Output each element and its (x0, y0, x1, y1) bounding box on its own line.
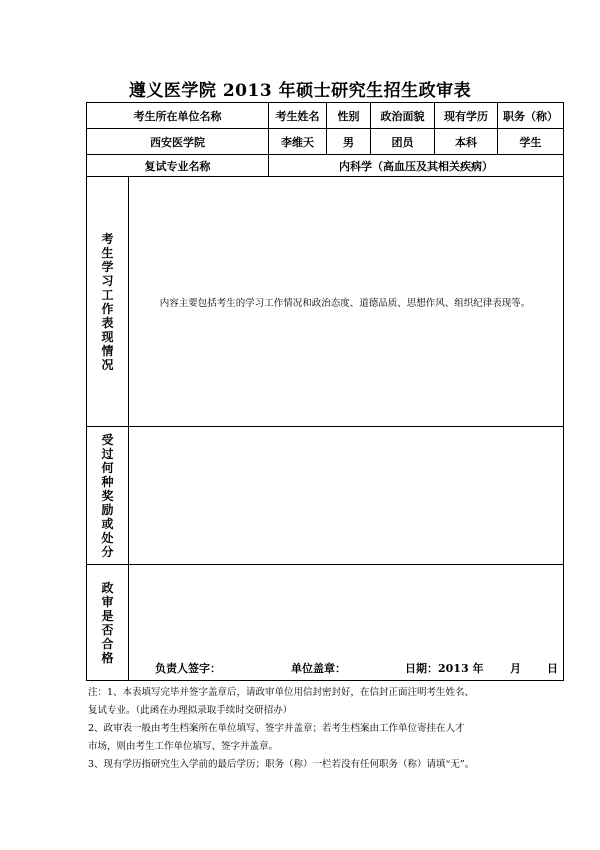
unit-value: 西安医学院 (87, 129, 269, 155)
note-line: 3、现有学历指研究生入学前的最后学历；职务（称）一栏若没有任何职务（称）请填“无”。 (88, 759, 475, 770)
review-label: 政审是否合格 (101, 580, 114, 665)
study-work-content (129, 177, 564, 427)
date-day-label: 日 (547, 662, 558, 675)
education-label: 现有学历 (435, 103, 498, 129)
note-line: 复试专业。（此函在办理拟录取手续时交研招办） (88, 705, 293, 716)
review-content (129, 565, 564, 681)
political-value: 团员 (371, 129, 435, 155)
education-value: 本科 (435, 129, 498, 155)
date-month-label: 月 (510, 662, 521, 675)
date-label: 日期：2013 年 (405, 662, 484, 675)
note-line: 2、政审表一般由考生档案所在单位填写、签字并盖章；若考生档案由工作单位寄挂在人才 (88, 723, 465, 734)
name-label: 考生姓名 (269, 103, 327, 129)
major-label: 复试专业名称 (87, 155, 269, 177)
name-value: 李维天 (269, 129, 327, 155)
major-row (87, 155, 564, 177)
study-work-label: 考生学习工作表现情况 (101, 231, 114, 372)
position-label: 职务（称） (498, 103, 564, 129)
political-label: 政治面貌 (371, 103, 435, 129)
responsible-signature-label: 负责人签字： (155, 662, 221, 675)
applicant-row (87, 129, 564, 155)
page-title: 遵义医学院 2013 年硕士研究生招生政审表 (128, 81, 472, 101)
header-row (87, 103, 564, 129)
major-value: 内科学（高血压及其相关疾病） (269, 155, 564, 177)
gender-value: 男 (327, 129, 371, 155)
unit-label: 考生所在单位名称 (87, 103, 269, 129)
footnotes (88, 684, 558, 774)
rewards-label: 受过何种奖励或处分 (101, 432, 114, 559)
rewards-label-cell (87, 427, 129, 565)
position-value: 学生 (498, 129, 564, 155)
study-work-description: 内容主要包括考生的学习工作情况和政治态度、道德品质、思想作风、组织纪律表现等。 (159, 297, 531, 309)
note-line: 注：1、本表填写完毕并签字盖章后，请政审单位用信封密封好，在信封正面注明考生姓名、 (88, 687, 475, 698)
gender-label: 性别 (327, 103, 371, 129)
review-row (87, 565, 564, 681)
rewards-row (87, 427, 564, 565)
political-review-form (86, 102, 564, 681)
unit-seal-label: 单位盖章： (291, 662, 346, 675)
review-label-cell (87, 565, 129, 681)
note-line: 市场，则由考生工作单位填写、签字并盖章。 (88, 741, 279, 752)
study-work-row (87, 177, 564, 427)
study-work-label-cell (87, 177, 129, 427)
rewards-content (129, 427, 564, 565)
